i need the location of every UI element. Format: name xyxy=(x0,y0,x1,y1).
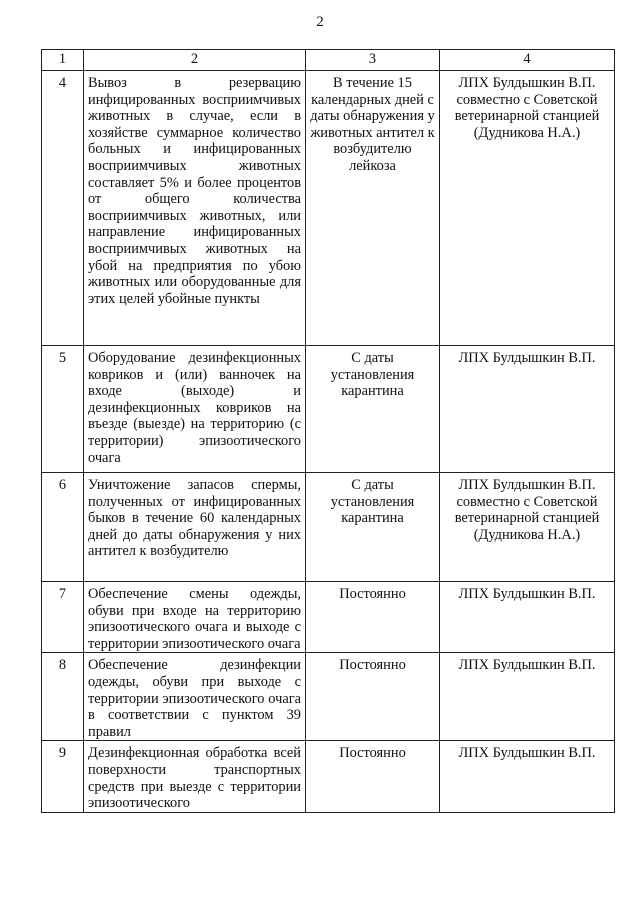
table-header-row xyxy=(42,50,615,71)
measure-text: Дезинфекционная обработка всей поверхности транспортных средств при выезде с территории эпизоотического xyxy=(84,741,306,812)
responsible-text: ЛПХ Булдышкин В.П. xyxy=(440,346,615,473)
measure-text: Оборудование дезинфекционных ковриков и (или) ванночек на входе (выходе) и дезинфекционных ковриков на въезде (выезде) на территорию (с территории) эпизоотического очага xyxy=(84,346,306,473)
page-number: 2 xyxy=(316,14,324,30)
measure-text: Уничтожение запасов спермы, полученных от инфицированных быков в течение 60 календарных дней до даты обнаружения у них антител к возбудителю xyxy=(84,473,306,582)
period-text: Постоянно xyxy=(306,653,440,741)
table-row xyxy=(42,473,615,582)
row-number: 5 xyxy=(42,346,84,473)
table-row xyxy=(42,653,615,741)
period-text: С даты установления карантина xyxy=(306,346,440,473)
table-row xyxy=(42,71,615,346)
header-col-4: 4 xyxy=(440,50,615,71)
measure-text: Обеспечение смены одежды, обуви при входе на территорию эпизоотического очага и выходе с территории эпизоотического очага xyxy=(84,582,306,653)
measure-text: Вывоз в резервацию инфицированных восприимчивых животных в случае, если в хозяйстве суммарное количество больных и инфицированных восприимчивых животных составляет 5% и более процентов от общего количества восприимчивых животных, или направление инфицированных восприимчивых животных на убой на предприятия по убою животных или оборудованные для этих целей убойные пункты xyxy=(84,71,306,346)
responsible-text: ЛПХ Булдышкин В.П. xyxy=(440,741,615,812)
header-col-3: 3 xyxy=(306,50,440,71)
responsible-text: ЛПХ Булдышкин В.П. совместно с Советской ветеринарной станцией (Дудникова Н.А.) xyxy=(440,71,615,346)
responsible-text: ЛПХ Булдышкин В.П. совместно с Советской ветеринарной станцией (Дудникова Н.А.) xyxy=(440,473,615,582)
period-text: С даты установления карантина xyxy=(306,473,440,582)
header-col-2: 2 xyxy=(84,50,306,71)
row-number: 8 xyxy=(42,653,84,741)
responsible-text: ЛПХ Булдышкин В.П. xyxy=(440,582,615,653)
table-row xyxy=(42,582,615,653)
period-text: Постоянно xyxy=(306,582,440,653)
row-number: 4 xyxy=(42,71,84,346)
period-text: Постоянно xyxy=(306,741,440,812)
measures-table xyxy=(41,49,615,813)
row-number: 9 xyxy=(42,741,84,812)
measure-text: Обеспечение дезинфекции одежды, обуви при выходе с территории эпизоотического очага в соответствии с пунктом 39 правил xyxy=(84,653,306,741)
row-number: 6 xyxy=(42,473,84,582)
responsible-text: ЛПХ Булдышкин В.П. xyxy=(440,653,615,741)
table-row xyxy=(42,741,615,812)
table-row xyxy=(42,346,615,473)
period-text: В течение 15 календарных дней с даты обнаружения у животных антител к возбудителю лейкоза xyxy=(306,71,440,346)
header-col-1: 1 xyxy=(42,50,84,71)
row-number: 7 xyxy=(42,582,84,653)
